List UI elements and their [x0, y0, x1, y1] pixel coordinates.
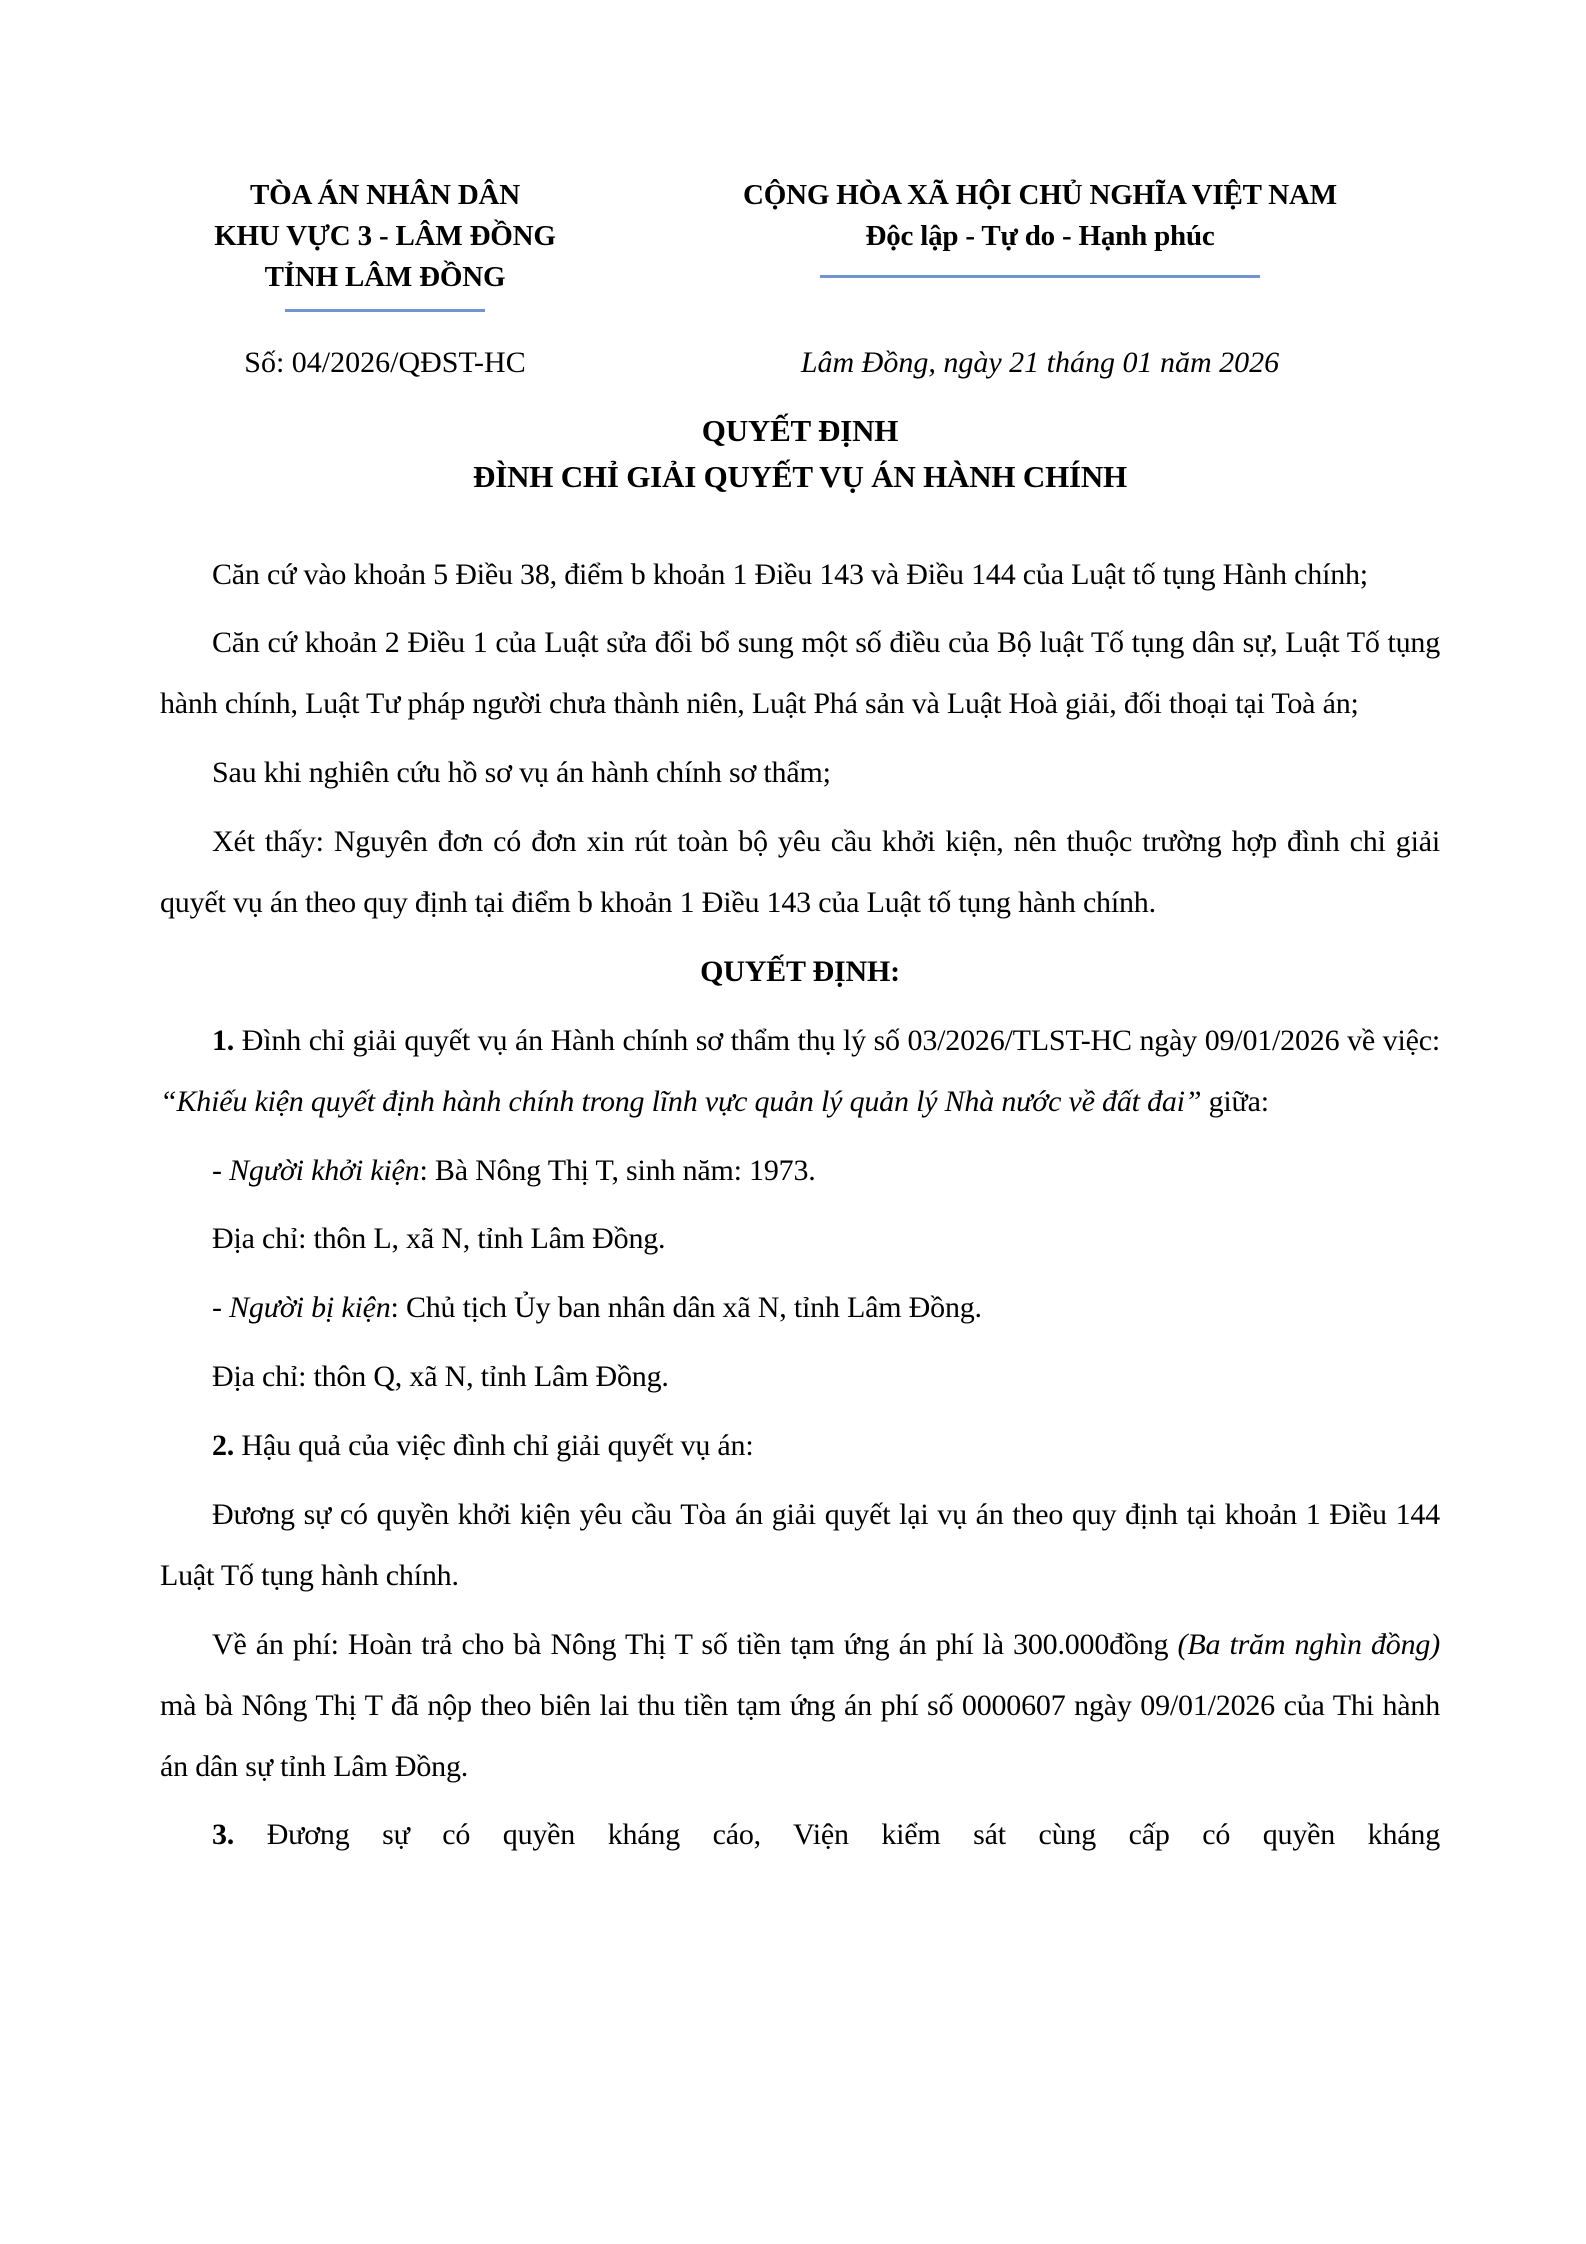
text-run: Sau khi nghiên cứu hồ sơ vụ án hành chính sơ thẩm; — [212, 756, 831, 790]
document-title — [160, 408, 1440, 501]
text-run: Đình chỉ giải quyết vụ án Hành chính sơ thẩm thụ lý số 03/2026/TLST-HC ngày 09/01/2026 về việc: — [241, 1023, 1440, 1057]
text-run: Xét thấy: Nguyên đơn có đơn xin rút toàn bộ yêu cầu khởi kiện, nên thuộc trường hợp đình chỉ giải quyết vụ án theo quy định tại điểm b khoản 1 Điều 143 của Luật tố tụng hành chính. — [160, 825, 1440, 919]
preamble-paragraph — [160, 812, 1440, 934]
defendant-address-line — [160, 1347, 1440, 1408]
bold-run: 3. — [212, 1818, 267, 1852]
text-run: - — [212, 1153, 230, 1187]
republic-line: CỘNG HÒA XÃ HỘI CHỦ NGHĨA VIỆT NAM — [743, 179, 1337, 211]
plaintiff-line — [160, 1141, 1440, 1202]
preamble-paragraph — [160, 743, 1440, 804]
court-line-3: TỈNH LÂM ĐỒNG — [264, 261, 506, 294]
document-title-line-1: QUYẾT ĐỊNH — [701, 412, 899, 448]
decision-paragraph-2 — [160, 1416, 1440, 1477]
court-line-2: KHU VỰC 3 - LÂM ĐỒNG — [214, 220, 556, 253]
text-run: Về án phí: Hoàn trả cho bà Nông Thị T số tiền tạm ứng án phí là 300.000đồng — [212, 1627, 1178, 1661]
case-number: Số: 04/2026/QĐST-HC — [244, 345, 526, 379]
text-run: : Bà Nông Thị T, sinh năm: 1973. — [419, 1153, 816, 1187]
defendant-line — [160, 1278, 1440, 1339]
document-title-line-2: ĐÌNH CHỈ GIẢI QUYẾT VỤ ÁN HÀNH CHÍNH — [473, 459, 1127, 495]
plaintiff-address-line — [160, 1209, 1440, 1270]
text-run: Đương sự có quyền khởi kiện yêu cầu Tòa án giải quyết lại vụ án theo quy định tại khoản 1 Điều 144 Luật Tố tụng hành chính. — [160, 1497, 1440, 1592]
republic-name-block — [640, 175, 1440, 278]
bold-run: 1. — [212, 1023, 242, 1057]
italic-run: (Ba trăm nghìn đồng) — [1177, 1627, 1440, 1661]
decision-paragraph-3 — [160, 1805, 1440, 1866]
number-date-row — [160, 346, 1440, 380]
text-run: Địa chỉ: thôn Q, xã N, tỉnh Lâm Đồng. — [212, 1360, 669, 1394]
italic-run: Người bị kiện — [229, 1291, 391, 1325]
text-run: Địa chỉ: thôn L, xã N, tỉnh Lâm Đồng. — [212, 1222, 666, 1256]
italic-run: “Khiếu kiện quyết định hành chính trong lĩnh vực quản lý quản lý Nhà nước về đất đai” — [160, 1084, 1202, 1118]
court-name-block — [160, 175, 610, 312]
preamble-paragraph — [160, 613, 1440, 735]
decision-paragraph-fee — [160, 1615, 1440, 1798]
decision-paragraph-consequence — [160, 1485, 1440, 1607]
text-run: Căn cứ vào khoản 5 Điều 38, điểm b khoản 1 Điều 143 và Điều 144 của Luật tố tụng Hành chính; — [212, 557, 1368, 591]
court-underline — [285, 309, 485, 312]
decision-heading: QUYẾT ĐỊNH: — [700, 954, 900, 988]
bold-run: 2. — [212, 1429, 242, 1463]
court-line-1: TÒA ÁN NHÂN DÂN — [249, 179, 521, 211]
decision-paragraph-1 — [160, 1011, 1440, 1133]
text-run: : Chủ tịch Ủy ban nhân dân xã N, tỉnh Lâm Đồng. — [390, 1291, 982, 1325]
text-run: Hậu quả của việc đình chỉ giải quyết vụ án: — [241, 1429, 754, 1463]
text-run: - — [212, 1291, 230, 1325]
motto-underline — [820, 275, 1260, 278]
text-run: mà bà Nông Thị T đã nộp theo biên lai thu tiền tạm ứng án phí số 0000607 ngày 09/01/2026 của Thi hành án dân sự tỉnh Lâm Đồng. — [160, 1688, 1440, 1783]
date-line: Lâm Đồng, ngày 21 tháng 01 năm 2026 — [800, 345, 1280, 379]
document-body — [160, 545, 1440, 1867]
italic-run: Người khởi kiện — [229, 1153, 420, 1187]
document-header — [160, 175, 1440, 312]
text-run: Căn cứ khoản 2 Điều 1 của Luật sửa đổi bổ sung một số điều của Bộ luật Tố tụng dân sự, Luật Tố tụng hành chính, Luật Tư pháp người chưa thành niên, Luật Phá sản và Luật Hoà giải, đối thoại tại Toà án; — [160, 626, 1440, 721]
text-run: giữa: — [1201, 1084, 1269, 1118]
text-run: Đương sự có quyền kháng cáo, Viện kiểm sát cùng cấp có quyền kháng — [266, 1818, 1440, 1852]
preamble-paragraph — [160, 545, 1440, 606]
republic-motto: Độc lập - Tự do - Hạnh phúc — [865, 220, 1215, 253]
